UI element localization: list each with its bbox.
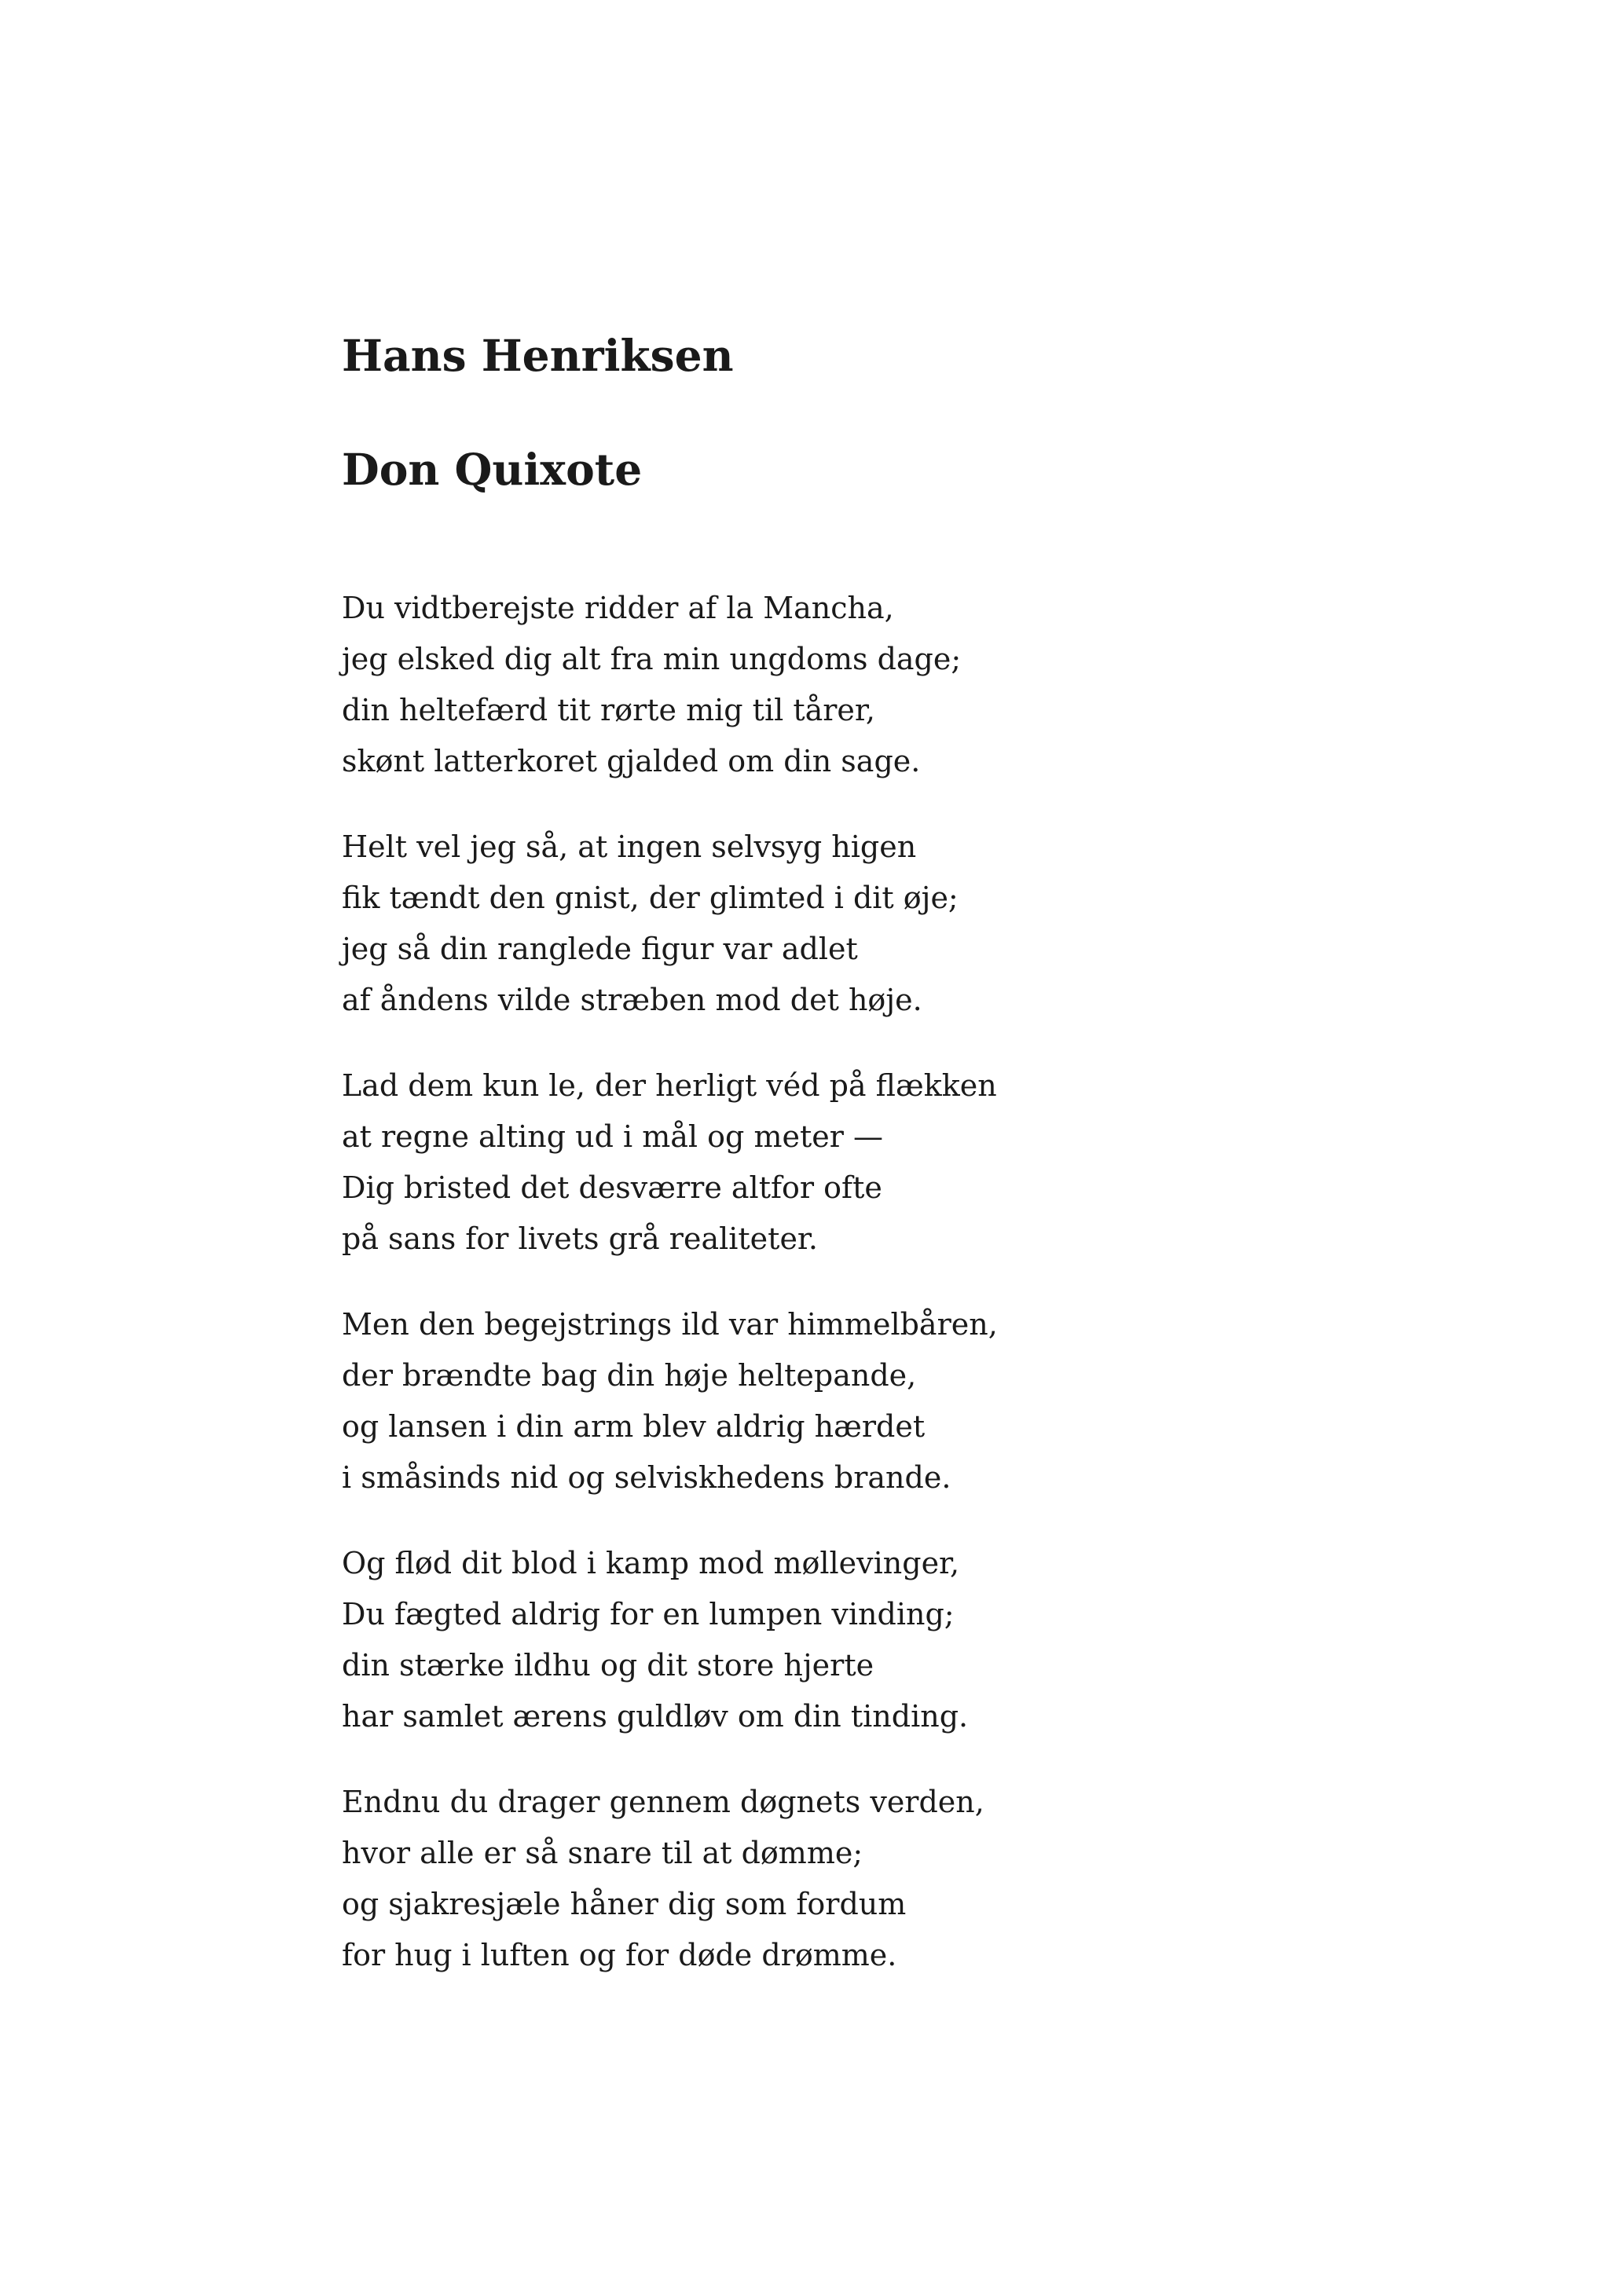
poem-line: hvor alle er så snare til at dømme; — [342, 1836, 863, 1870]
poem-line: fik tændt den gnist, der glimted i dit øje; — [342, 881, 959, 915]
poem-line: for hug i luften og for døde drømme. — [342, 1938, 897, 1972]
stanza — [342, 583, 1442, 787]
poem-body — [342, 583, 1442, 2016]
poem-line: Men den begejstrings ild var himmelbåren, — [342, 1307, 998, 1342]
stanza — [342, 1538, 1442, 1742]
poem-line: Lad dem kun le, der herligt véd på flækken — [342, 1068, 997, 1103]
poem-line: din stærke ildhu og dit store hjerte — [342, 1648, 874, 1683]
poem-line: skønt latterkoret gjalded om din sage. — [342, 744, 921, 778]
poem-line: og lansen i din arm blev aldrig hærdet — [342, 1409, 926, 1444]
poem-line: Endnu du drager gennem døgnets verden, — [342, 1785, 984, 1819]
stanza — [342, 1777, 1442, 1981]
poem-line: i småsinds nid og selviskhedens brande. — [342, 1460, 951, 1495]
poem-line: jeg elsked dig alt fra min ungdoms dage; — [342, 642, 962, 676]
poem-line: Du vidtberejste ridder af la Mancha, — [342, 591, 894, 625]
poem-title: Don Quixote — [342, 444, 643, 495]
author-name: Hans Henriksen — [342, 330, 734, 381]
poem-line: på sans for livets grå realiteter. — [342, 1221, 818, 1256]
poem-line: at regne alting ud i mål og meter — — [342, 1119, 883, 1154]
stanza — [342, 1299, 1442, 1503]
poem-line: har samlet ærens guldløv om din tinding. — [342, 1699, 969, 1734]
poem-line: jeg så din ranglede figur var adlet — [342, 932, 858, 966]
poem-line: Helt vel jeg så, at ingen selvsyg higen — [342, 829, 917, 864]
stanza — [342, 1060, 1442, 1265]
poem-line: Du fægted aldrig for en lumpen vinding; — [342, 1597, 955, 1631]
poem-line: af åndens vilde stræben mod det høje. — [342, 983, 922, 1017]
poem-line: Og flød dit blod i kamp mod møllevinger, — [342, 1546, 960, 1580]
poem-line: der brændte bag din høje heltepande, — [342, 1358, 917, 1393]
poem-line: din heltefærd tit rørte mig til tårer, — [342, 693, 875, 727]
stanza — [342, 822, 1442, 1026]
poem-line: Dig bristed det desværre altfor ofte — [342, 1170, 882, 1205]
poem-line: og sjakresjæle håner dig som fordum — [342, 1887, 907, 1921]
